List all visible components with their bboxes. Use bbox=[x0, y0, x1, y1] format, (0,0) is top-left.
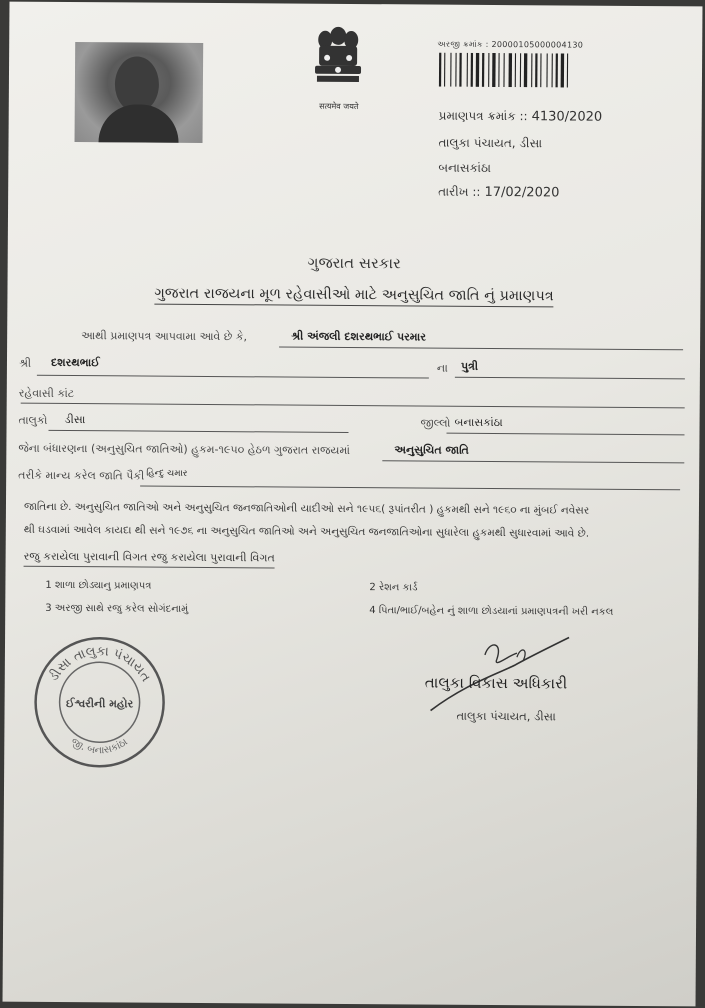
issuing-office: તાલુકા પંચાયત, ડીસા bbox=[438, 135, 543, 151]
proof-item: 2 રેશન કાર્ડ bbox=[369, 582, 418, 594]
taluka-line bbox=[49, 430, 349, 433]
caste-line bbox=[140, 486, 680, 491]
certificate-number-row bbox=[439, 109, 603, 125]
recognized-label: તરીકે માન્ય કરેલ જાતિ પૈકી bbox=[18, 468, 145, 483]
relation-value: પુત્રી bbox=[460, 359, 479, 373]
proof-item: 3 અરજી સાથે રજુ કરેલ સોગંદનામું bbox=[45, 602, 189, 615]
government-title: ગુજરાત સરકાર bbox=[307, 253, 401, 273]
district-line bbox=[446, 433, 684, 436]
issue-date-label: તારીખ :: bbox=[438, 184, 481, 199]
office-seal-icon bbox=[30, 634, 169, 771]
intro-label: આથી પ્રમાણપત્ર આપવામા આવે છે કે, bbox=[81, 329, 248, 344]
relation-line bbox=[455, 377, 685, 380]
category-line bbox=[382, 460, 684, 463]
proof-item: 1 શાળા છોડ્યાનુ પ્રમાણપત્ર bbox=[45, 579, 152, 592]
seal-top-text: ડીસા તાલુકા પંચાયત bbox=[46, 643, 154, 685]
applicant-photo bbox=[75, 42, 204, 143]
father-name: દશરથભાઈ bbox=[50, 355, 100, 370]
barcode-icon bbox=[437, 53, 593, 88]
father-line bbox=[37, 375, 429, 379]
certificate-title-text: ગુજરાત રાજયના મૂળ રહેવાસીઓ માટે અનુસુચિત જાતિ નું પ્રમાણપત્ર bbox=[154, 286, 554, 308]
caste-value: હિન્દુ ચમાર bbox=[146, 468, 188, 479]
seal-bottom-text: જી. બનાસકાંઠા bbox=[68, 736, 130, 757]
issuing-district: બનાસકાંઠા bbox=[438, 160, 491, 175]
category-value: અનુસુચિત જાતિ bbox=[394, 443, 469, 457]
seal-middle-text: ઈશ્વરીની મહોર bbox=[65, 697, 134, 711]
name-line bbox=[279, 346, 683, 350]
certificate-title bbox=[7, 285, 700, 306]
emblem-motto: सत्यमेव जयते bbox=[319, 101, 359, 112]
issue-date-row bbox=[438, 185, 559, 201]
taluka-label: તાલુકો bbox=[18, 413, 48, 427]
certificate-number: 4130/2020 bbox=[531, 109, 603, 125]
paragraph-line-1: જાતિના છે. અનુસુચિત જાતિઓ અને અનુસુચિત જનજાતિઓની યાદીઓ સને ૧૯૫૬( રૂપાંતરીત ) હુકમથી સને ૧૯૬૦ ના મુંબઈ નવેસર bbox=[23, 500, 590, 517]
national-emblem-icon bbox=[309, 22, 367, 92]
taluka-value: ડીસા bbox=[64, 412, 86, 427]
svg-text:જી. બનાસકાંઠા bbox=[69, 736, 131, 757]
proofs-heading: રજુ કરાયેલા પુરાવાની વિગત રજુ કરાયેલા પુરાવાની વિગત bbox=[24, 550, 275, 569]
resident-line bbox=[21, 403, 685, 409]
resident-label: રહેવાસી કાંટ bbox=[18, 386, 75, 401]
relation-label: ના bbox=[436, 361, 448, 375]
father-prefix: શ્રી bbox=[18, 356, 32, 370]
applicant-name: શ્રી અંજલી દશરથભાઈ પરમાર bbox=[291, 329, 427, 344]
certificate-document bbox=[3, 2, 703, 1007]
issue-date: 17/02/2020 bbox=[484, 184, 560, 201]
application-number: અરજી ક્રમાંક : 20000105000004130 bbox=[437, 39, 584, 50]
officer-office: તાલુકા પંચાયત, ડીસા bbox=[456, 708, 556, 724]
paragraph-line-2: થી ઘડવામાં આવેલ કાયદા થી સને ૧૯૭૬ ના અનુસુચિત જાતિઓ અને અનુસુચિત જનજાતિઓના સુધારેલા હુકમથી સુધારવામાં આવે છે. bbox=[23, 523, 590, 540]
order-label: જેના બંધારણના (અનુસુચિત જાતિઓ) હુકમ-૧૯૫૦ હેઠળ ગુજરાત રાજયમાં bbox=[18, 441, 350, 457]
district-value: બનાસકાંઠા bbox=[454, 415, 503, 430]
certificate-paragraph bbox=[24, 496, 684, 547]
officer-title: તાલુકા વિકાસ અધિકારી bbox=[424, 673, 568, 693]
district-label: જીલ્લો bbox=[420, 416, 451, 430]
certificate-number-label: પ્રમાણપત્ર ક્રમાંક :: bbox=[438, 108, 528, 124]
proof-item: 4 પિતા/ભાઈ/બહેન નું શાળા છોડયાનાં પ્રમાણપત્રની ખરી નકલ bbox=[369, 605, 614, 618]
